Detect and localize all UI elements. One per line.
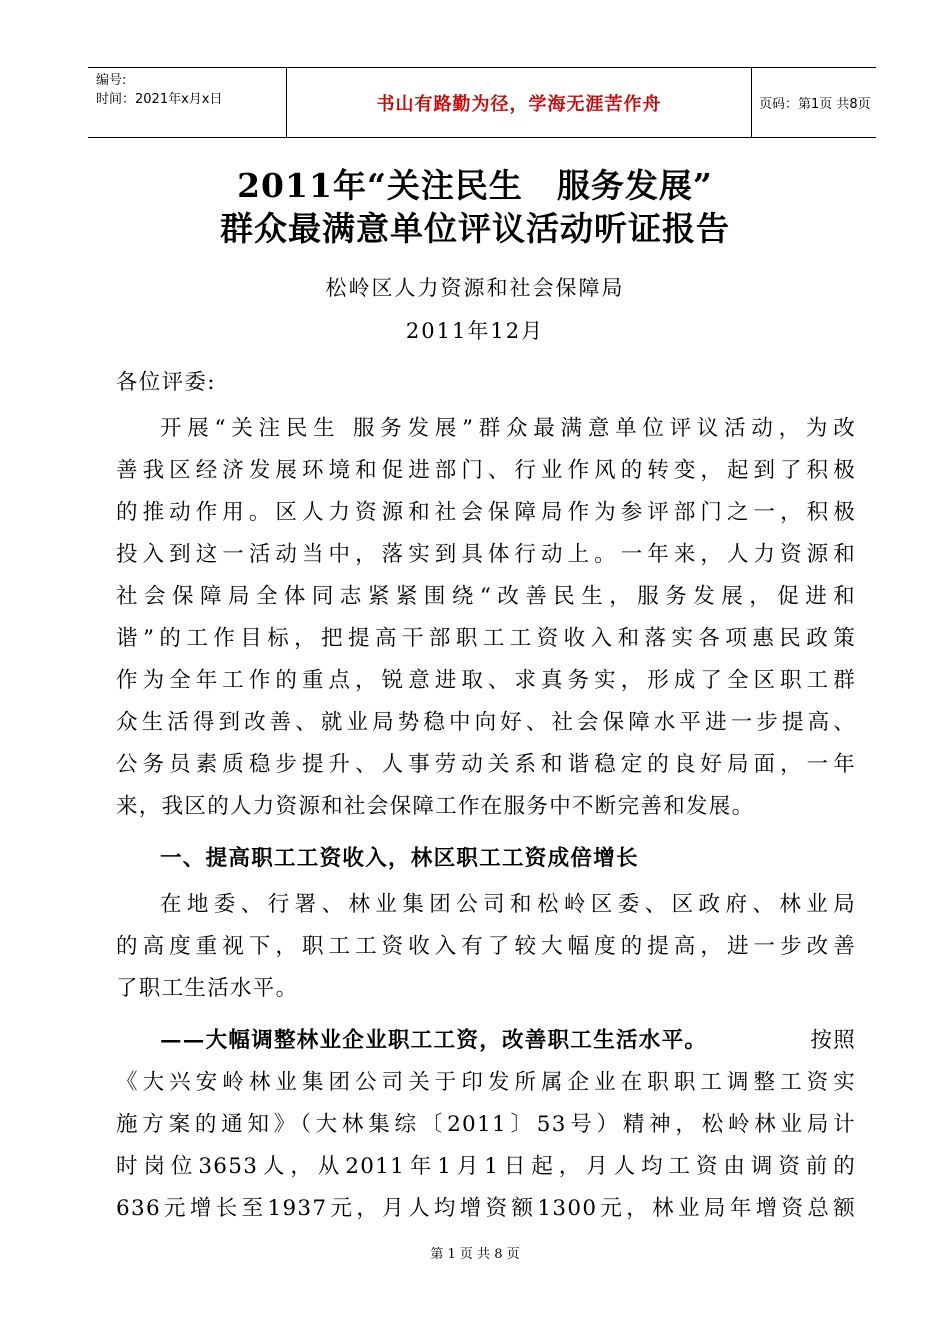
document-title-line2: 群众最满意单位评议活动听证报告 bbox=[220, 209, 730, 248]
paragraph-line: 在地委、行署、林业集团公司和松岭区委、区政府、林业局 bbox=[160, 892, 856, 917]
header-motto-cell bbox=[286, 68, 752, 137]
paragraph-line: 投入到这一活动当中，落实到具体行动上。一年来，人力资源和 bbox=[116, 542, 856, 567]
paragraph-line: 的推动作用。区人力资源和社会保障局作为参评部门之一，积极 bbox=[116, 500, 856, 525]
header-page-info: 页码：第1页 共8页 bbox=[759, 97, 871, 112]
salutation-block bbox=[116, 362, 856, 404]
paragraph-line: 来，我区的人力资源和社会保障工作在服务中不断完善和发展。 bbox=[116, 794, 755, 819]
header-meta bbox=[88, 68, 286, 137]
paragraph-line: 善我区经济发展环境和促进部门、行业作风的转变，起到了积极 bbox=[116, 458, 856, 483]
paragraph-line: 众生活得到改善、就业局势稳中向好、社会保障水平进一步提高、 bbox=[116, 710, 856, 735]
header-motto: 书山有路勤为径，学海无涯苦作舟 bbox=[376, 93, 662, 115]
page-footer: 第 1 页 共 8 页 bbox=[430, 1247, 520, 1262]
paragraph-line: 开展“关注民生 服务发展”群众最满意单位评议活动，为改 bbox=[160, 416, 856, 441]
document-number-label: 编号: bbox=[96, 73, 127, 88]
document-header bbox=[88, 67, 876, 138]
paragraph-line: 社会保障局全体同志紧紧围绕“改善民生，服务发展，促进和 bbox=[116, 584, 856, 609]
paragraph-line: 时岗位3653人，从2011年1月1日起，月人均工资由调资前的 bbox=[116, 1154, 856, 1179]
paragraph-intro bbox=[116, 408, 856, 828]
paragraph-line: 施方案的通知》（大林集综〔2011〕53号）精神，松岭林业局计 bbox=[116, 1112, 856, 1137]
paragraph-line: 了职工生活水平。 bbox=[116, 976, 299, 1001]
document-author: 松岭区人力资源和社会保障局 bbox=[325, 276, 625, 300]
paragraph-line: 谐”的工作目标，把提高干部职工工资收入和落实各项惠民政策 bbox=[116, 626, 856, 651]
document-time-label: 时间：2021年x月x日 bbox=[96, 92, 223, 107]
header-page-cell bbox=[751, 68, 876, 137]
bold-lead: ——大幅调整林业企业职工工资，改善职工生活水平。 bbox=[160, 1028, 708, 1053]
paragraph-line: 《大兴安岭林业集团公司关于印发所属企业在职职工调整工资实 bbox=[116, 1070, 856, 1095]
document-title-line1: 2011年“关注民生 服务发展” bbox=[237, 166, 713, 205]
paragraph-line: 公务员素质稳步提升、人事劳动关系和谐稳定的良好局面，一年 bbox=[116, 752, 856, 777]
paragraph-line: 636元增长至1937元，月人均增资额1300元，林业局年增资总额 bbox=[116, 1196, 856, 1221]
document-date: 2011年12月 bbox=[405, 319, 545, 343]
section-heading: 一、提高职工工资收入，林区职工工资成倍增长 bbox=[160, 846, 639, 871]
lead-continuation: 按照 bbox=[810, 1028, 856, 1053]
paragraph-line: 作为全年工作的重点，锐意进取、求真务实，形成了全区职工群 bbox=[116, 668, 856, 693]
paragraph-first-line bbox=[116, 1020, 856, 1062]
paragraph-line: 的高度重视下，职工工资收入有了较大幅度的提高，进一步改善 bbox=[116, 934, 856, 959]
paragraph-section1 bbox=[116, 884, 856, 1010]
paragraph-wage-adjustment bbox=[116, 1020, 856, 1230]
section-heading-block bbox=[116, 838, 856, 880]
salutation: 各位评委: bbox=[116, 370, 216, 395]
